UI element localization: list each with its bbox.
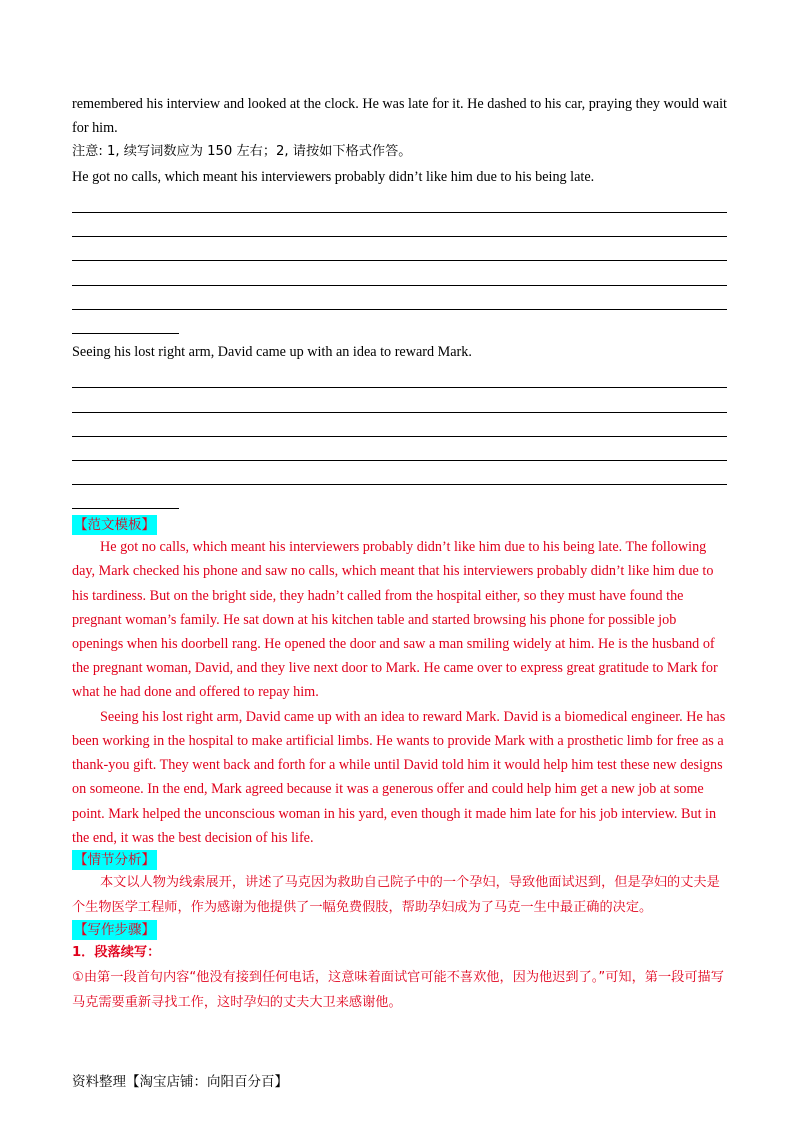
answer-line[interactable] [72,286,727,310]
answer-line-short[interactable] [72,485,179,509]
answer-line-short[interactable] [72,310,179,334]
answer-line[interactable] [72,388,727,412]
answer-line[interactable] [72,189,727,213]
answer-lines-2 [72,364,727,509]
analysis-text: 本文以人物为线索展开，讲述了马克因为救助自己院子中的一个孕妇，导致他面试迟到，但是孕妇的丈夫是个生物医学工程师，作为感谢为他提供了一幅免费假肢，帮助孕妇成为了马克一生中最正确的决定。 [72,874,720,915]
steps-tag-row [72,920,727,940]
steps-tag: 【写作步骤】 [74,921,155,938]
sample-tag: 【范文模板】 [74,517,155,534]
sample-paragraph-2: Seeing his lost right arm, David came up with an idea to reward Mark. David is a biomedical engineer. He has been working in the hospital to make artificial limbs. He wants to provide Mark with a prosthetic limb for free as a thank-you gift. They went back and forth for a while until David told him it would help him test these new designs on someone. In the end, Mark agreed because it was a generous offer and could help him get a new job at some point. Mark helped the unconscious woman in his yard, even though it made him late for his job interview. But in the end, it was the best decision of his life. [72,708,726,846]
answer-line[interactable] [72,261,727,285]
intro-line-1: remembered his interview and looked at the clock. He was late for it. He dashed to his car, praying they would wait [72,96,728,112]
answer-line[interactable] [72,364,727,388]
steps-heading: 1．段落续写： [72,944,161,960]
answer-line[interactable] [72,237,727,261]
paragraph-1-opening: He got no calls, which meant his interviewers probably didn’t like him due to his being late. [72,168,595,185]
steps-item-1: ①由第一段首句内容“他没有接到任何电话，这意味着面试官可能不喜欢他，因为他迟到了。”可知，第一段可描写马克需要重新寻找工作，这时孕妇的丈夫大卫来感谢他。 [72,969,724,1010]
answer-line[interactable] [72,461,727,485]
answer-line[interactable] [72,213,727,237]
document-page [72,92,727,1015]
answer-line[interactable] [72,437,727,461]
sample-paragraph-1: He got no calls, which meant his interviewers probably didn’t like him due to his being late. The following day, Mark checked his phone and saw no calls, which meant that his interviewers probably didn’t like him due to his tardiness. But on the bright side, they hadn’t called from the hospital either, so they must have found the pregnant woman’s family. He sat down at his kitchen table and started browsing his phone for possible job openings when his doorbell rang. He opened the door and saw a man smiling widely at him. He is the husband of the pregnant woman, David, and they live next door to Mark. He came over to express great gratitude to Mark for what he had done and offered to repay him. [72,539,718,701]
sample-tag-row [72,515,727,535]
writing-note: 注意: 1, 续写词数应为 150 左右；2, 请按如下格式作答。 [72,144,412,160]
answer-line[interactable] [72,413,727,437]
analysis-tag-row [72,850,727,870]
answer-lines-1 [72,189,727,334]
paragraph-2-opening: Seeing his lost right arm, David came up with an idea to reward Mark. [72,343,472,360]
analysis-tag: 【情节分析】 [74,851,155,868]
footer-text: 资料整理【淘宝店铺：向阳百分百】 [72,1074,288,1090]
intro-line-2: for him. [72,120,118,137]
